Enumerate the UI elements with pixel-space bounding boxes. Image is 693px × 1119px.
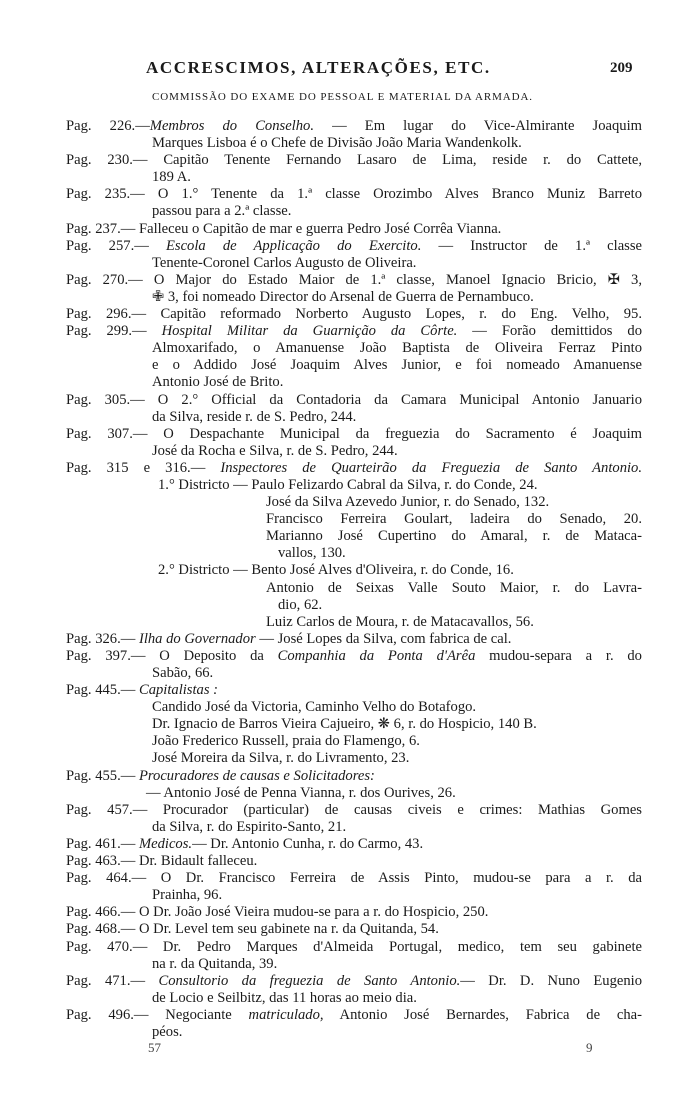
line-text: [66, 853, 642, 870]
text-segment: Francisco Ferreira Goulart, ladeira do Senado, 20.: [266, 511, 642, 528]
text-segment: Pag. 468.— O Dr. Level tem seu gabinete na r. da Quitanda, 54.: [66, 921, 439, 938]
line-text: [278, 597, 642, 614]
line-text: [152, 409, 642, 426]
entry-line: [0, 836, 693, 853]
text-segment: José da Silva Azevedo Junior, r. do Senado, 132.: [266, 494, 550, 511]
entry-continuation-line: [0, 785, 693, 802]
line-text: [152, 990, 642, 1007]
entry-line: [0, 426, 693, 443]
line-text: [266, 528, 642, 545]
entry-line: [0, 460, 693, 477]
entry-continuation-line: [0, 733, 693, 750]
text-segment: Pag. 270.— O Major do Estado Maior de 1.ª classe, Manoel Ignacio Bricio, ✠ 3,: [66, 271, 642, 288]
entry-continuation-line: [0, 614, 693, 631]
page-number: 209: [610, 60, 633, 76]
text-segment: Marianno José Cupertino do Amaral, r. de Mataca-: [266, 528, 642, 545]
line-text: [158, 477, 642, 494]
entry-line: [0, 870, 693, 887]
italic-text: Escola de Applicação do Exercito.: [165, 237, 422, 254]
text-segment: José da Rocha e Silva, r. de S. Pedro, 244.: [152, 442, 398, 459]
text-segment: da Silva, r. do Espirito-Santo, 21.: [152, 818, 347, 835]
line-text: [266, 580, 642, 597]
entry-continuation-line: [0, 443, 693, 460]
text-segment: Marques Lisboa é o Chefe de Divisão João Maria Wandenkolk.: [152, 135, 522, 152]
entry-line: [0, 802, 693, 819]
line-text: [152, 374, 642, 391]
text-segment: Antonio José de Brito.: [152, 374, 284, 391]
page-title: ACCRESCIMOS, ALTERAÇÕES, ETC.: [146, 58, 491, 77]
line-text: [146, 785, 642, 802]
entry-line: [0, 853, 693, 870]
entries-body: [0, 118, 693, 1041]
italic-text: Procuradores de causas e Solicitadores:: [138, 767, 375, 784]
text-segment: Pag. 237.— Falleceu o Capitão de mar e guerra Pedro José Corrêa Vianna.: [66, 220, 502, 237]
entry-continuation-line: [0, 528, 693, 545]
text-segment: Pag. 461.—: [66, 835, 139, 852]
text-segment: passou para a 2.ª classe.: [152, 203, 292, 220]
text-segment: Pag. 226.—: [66, 118, 150, 134]
line-text: [66, 1007, 642, 1024]
text-segment: Almoxarifado, o Amanuense João Baptista de Oliveira Ferraz Pinto: [152, 340, 642, 357]
line-text: [152, 340, 642, 357]
text-segment: — Instructor de 1.ª classe: [421, 237, 642, 254]
text-segment: João Frederico Russell, praia do Flamengo, 6.: [152, 733, 420, 750]
text-segment: Candido José da Victoria, Caminho Velho do Botafogo.: [152, 699, 477, 716]
entry-line: [0, 768, 693, 785]
line-text: [66, 426, 642, 443]
entry-line: [0, 904, 693, 921]
italic-text: Capitalistas :: [138, 682, 219, 699]
line-text: [266, 494, 642, 511]
text-segment: Antonio José Bernardes, Fabrica de cha-: [323, 1006, 642, 1023]
italic-text: Consultorio da freguezia de Santo Antonio.: [158, 972, 461, 989]
line-text: [66, 221, 642, 238]
section-subtitle: COMMISSÃO DO EXAME DO PESSOAL E MATERIAL DA ARMADA.: [152, 91, 533, 103]
line-text: [66, 768, 642, 785]
line-text: [152, 699, 642, 716]
line-text: [266, 614, 642, 631]
italic-text: Ilha do Governador: [138, 630, 256, 647]
entry-line: [0, 306, 693, 323]
text-segment: Pag. 470.— Dr. Pedro Marques d'Almeida Portugal, medico, tem seu gabinete: [66, 938, 642, 955]
text-segment: ✙ 3, foi nomeado Director do Arsenal de Guerra de Pernambuco.: [152, 288, 534, 305]
entry-continuation-line: [0, 562, 693, 579]
line-text: [66, 186, 642, 203]
line-text: [152, 956, 642, 973]
text-segment: da Silva, reside r. de S. Pedro, 244.: [152, 408, 357, 425]
entry-line: [0, 973, 693, 990]
line-text: [152, 665, 642, 682]
text-segment: Pag. 455.—: [66, 767, 139, 784]
entry-continuation-line: [0, 169, 693, 186]
line-text: [66, 648, 642, 665]
entry-line: [0, 118, 693, 135]
text-segment: Antonio de Seixas Valle Souto Maior, r. do Lavra-: [266, 579, 642, 596]
entry-continuation-line: [0, 956, 693, 973]
text-segment: Pag. 466.— O Dr. João José Vieira mudou-se para a r. do Hospicio, 250.: [66, 904, 489, 921]
line-text: [158, 562, 642, 579]
entry-continuation-line: [0, 289, 693, 306]
text-segment: Pag. 257.—: [66, 237, 166, 254]
text-segment: Pag. 230.— Capitão Tenente Fernando Lasaro de Lima, reside r. do Cattete,: [66, 152, 642, 169]
text-segment: Pag. 397.— O Deposito da: [66, 647, 278, 664]
entry-continuation-line: [0, 750, 693, 767]
entry-continuation-line: [0, 580, 693, 597]
entry-line: [0, 272, 693, 289]
line-text: [66, 939, 642, 956]
entry-continuation-line: [0, 494, 693, 511]
line-text: [66, 118, 642, 135]
entry-line: [0, 682, 693, 699]
line-text: [152, 443, 642, 460]
line-text: [278, 545, 642, 562]
line-text: [66, 904, 642, 921]
line-text: [66, 802, 642, 819]
entry-line: [0, 648, 693, 665]
signature-mark: 57: [148, 1040, 161, 1055]
line-text: [152, 357, 642, 374]
text-segment: Pag. 463.— Dr. Bidault falleceu.: [66, 853, 258, 870]
entry-line: [0, 392, 693, 409]
text-segment: — Dr. Antonio Cunha, r. do Carmo, 43.: [192, 835, 424, 852]
line-text: [66, 870, 642, 887]
text-segment: vallos, 130.: [278, 545, 346, 562]
line-text: [66, 921, 642, 938]
entry-continuation-line: [0, 716, 693, 733]
entry-continuation-line: [0, 203, 693, 220]
entry-line: [0, 1007, 693, 1024]
entry-line: [0, 238, 693, 255]
text-segment: Pag. 299.—: [66, 323, 162, 340]
line-text: [152, 1024, 642, 1041]
entry-continuation-line: [0, 699, 693, 716]
text-segment: Sabão, 66.: [152, 665, 214, 681]
entry-continuation-line: [0, 135, 693, 152]
text-segment: 1.° Districto — Paulo Felizardo Cabral da Silva, r. do Conde, 24.: [158, 476, 538, 493]
entry-continuation-line: [0, 819, 693, 836]
line-text: [152, 255, 642, 272]
text-segment: José Moreira da Silva, r. do Livramento, 23.: [152, 750, 410, 767]
text-segment: Luiz Carlos de Moura, r. de Matacavallos, 56.: [266, 613, 534, 630]
entry-continuation-line: [0, 1024, 693, 1041]
text-segment: e o Addido José Joaquim Alves Junior, e foi nomeado Amanuense: [152, 357, 642, 374]
text-segment: — Em lugar do Vice-Almirante Joaquim: [313, 118, 642, 134]
entry-line: [0, 152, 693, 169]
entry-continuation-line: [0, 255, 693, 272]
text-segment: Pag. 326.—: [66, 630, 139, 647]
text-segment: Pag. 445.—: [66, 682, 139, 699]
line-text: [66, 323, 642, 340]
text-segment: Pag. 235.— O 1.° Tenente da 1.ª classe Orozimbo Alves Branco Muniz Barreto: [66, 186, 642, 203]
text-segment: Pag. 307.— O Despachante Municipal da freguezia do Sacramento é Joaquim: [66, 425, 642, 442]
text-segment: — Antonio José de Penna Vianna, r. dos Ourives, 26.: [146, 784, 456, 801]
line-text: [66, 272, 642, 289]
entry-continuation-line: [0, 990, 693, 1007]
text-segment: mudou-separa a r. do: [475, 647, 642, 664]
text-segment: na r. da Quitanda, 39.: [152, 955, 278, 972]
italic-text: Inspectores de Quarteirão da Freguezia de Santo Antonio.: [220, 459, 642, 476]
entry-line: [0, 939, 693, 956]
italic-text: Companhia da Ponta d'Arêa: [277, 647, 476, 664]
text-segment: 189 A.: [152, 169, 191, 186]
text-segment: — Forão demittidos do: [457, 323, 642, 340]
text-segment: dio, 62.: [278, 596, 323, 613]
line-text: [66, 973, 642, 990]
entry-continuation-line: [0, 374, 693, 391]
text-segment: — José Lopes da Silva, com fabrica de cal.: [255, 630, 512, 647]
line-text: [152, 289, 642, 306]
line-text: [66, 631, 642, 648]
line-text: [66, 238, 642, 255]
entry-continuation-line: [0, 665, 693, 682]
line-text: [152, 135, 642, 152]
entry-continuation-line: [0, 887, 693, 904]
line-text: [152, 819, 642, 836]
entry-continuation-line: [0, 340, 693, 357]
line-text: [266, 511, 642, 528]
text-segment: Tenente-Coronel Carlos Augusto de Oliveira.: [152, 254, 417, 271]
text-segment: Prainha, 96.: [152, 887, 223, 904]
text-segment: Dr. Ignacio de Barros Vieira Cajueiro, ❋ 6, r. do Hospicio, 140 B.: [152, 716, 537, 733]
line-text: [66, 836, 642, 853]
entry-continuation-line: [0, 511, 693, 528]
entry-line: [0, 323, 693, 340]
entry-continuation-line: [0, 477, 693, 494]
italic-text: Membros do Conselho.: [149, 118, 314, 134]
entry-line: [0, 186, 693, 203]
line-text: [66, 392, 642, 409]
text-segment: Pag. 296.— Capitão reformado Norberto Augusto Lopes, r. do Eng. Velho, 95.: [66, 306, 642, 323]
entry-continuation-line: [0, 597, 693, 614]
text-segment: Pag. 457.— Procurador (particular) de causas civeis e crimes: Mathias Gomes: [66, 801, 642, 818]
line-text: [152, 203, 642, 220]
line-text: [152, 750, 642, 767]
text-segment: — Dr. D. Nuno Eugenio: [460, 972, 642, 989]
text-segment: Pag. 496.— Negociante: [66, 1006, 249, 1023]
line-text: [152, 716, 642, 733]
entry-continuation-line: [0, 545, 693, 562]
entry-line: [0, 631, 693, 648]
entry-line: [0, 921, 693, 938]
line-text: [152, 169, 642, 186]
text-segment: péos.: [152, 1023, 183, 1040]
entry-continuation-line: [0, 357, 693, 374]
text-segment: Pag. 471.—: [66, 972, 159, 989]
line-text: [66, 682, 642, 699]
italic-text: Hospital Militar da Guarnição da Côrte.: [161, 323, 458, 340]
line-text: [152, 733, 642, 750]
gathering-mark: 9: [586, 1040, 593, 1055]
line-text: [66, 306, 642, 323]
line-text: [66, 152, 642, 169]
text-segment: Pag. 305.— O 2.° Official da Contadoria da Camara Municipal Antonio Januario: [66, 391, 642, 408]
entry-continuation-line: [0, 409, 693, 426]
italic-text: matriculado,: [248, 1006, 324, 1023]
text-segment: de Locio e Seilbitz, das 11 horas ao meio dia.: [152, 989, 417, 1006]
line-text: [152, 887, 642, 904]
text-segment: 2.° Districto — Bento José Alves d'Oliveira, r. do Conde, 16.: [158, 562, 514, 579]
entry-line: [0, 221, 693, 238]
text-segment: Pag. 464.— O Dr. Francisco Ferreira de Assis Pinto, mudou-se para a r. da: [66, 870, 642, 887]
text-segment: Pag. 315 e 316.—: [66, 459, 221, 476]
line-text: [66, 460, 642, 477]
italic-text: Medicos.: [138, 835, 193, 852]
